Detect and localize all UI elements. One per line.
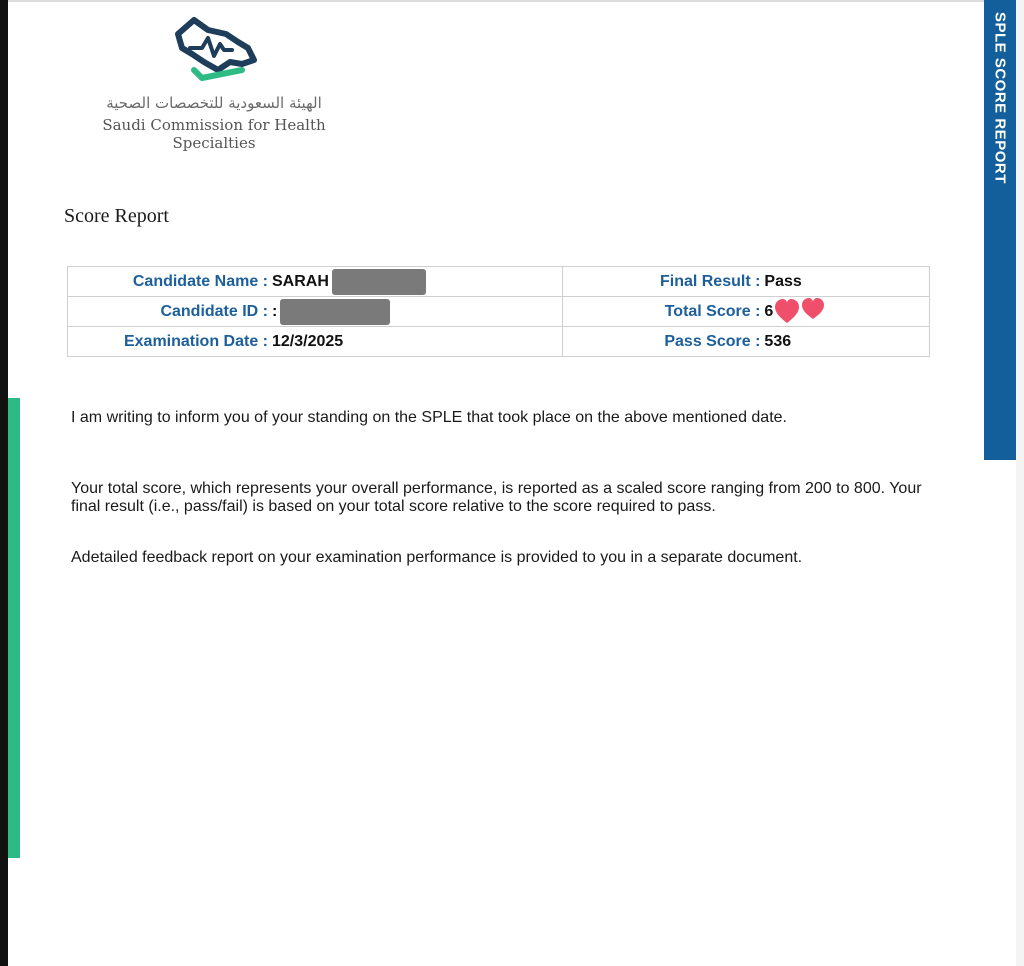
- total-score-value: 6: [764, 302, 774, 320]
- scoring-paragraph: Your total score, which represents your overall performance, is reported as a scaled score ranging from 200 to 800. Your final result (i.e., pass/fail) is based on your total score relative to the score required to pass.: [71, 480, 922, 515]
- pass-score-label: Pass Score :: [664, 332, 761, 350]
- organization-name-english: Saudi Commission for Health Specialties: [102, 116, 326, 152]
- table-row: [68, 297, 930, 327]
- examination-date-label: Examination Date :: [123, 332, 268, 350]
- side-banner-text: SPLE SCORE REPORT: [991, 12, 1009, 184]
- final-result-value: Pass: [764, 272, 802, 290]
- page-top-border: [8, 0, 984, 2]
- examination-date-cell: [68, 327, 563, 357]
- scfhs-logo-icon: [168, 12, 264, 92]
- redaction-block: [332, 269, 426, 295]
- examination-date-value: 12/3/2025: [272, 332, 344, 350]
- candidate-id-value: :: [272, 302, 278, 320]
- heart-emoji-icon: [775, 297, 827, 327]
- candidate-id-cell: [68, 297, 563, 327]
- organization-name-arabic: الهيئة السعودية للتخصصات الصحية: [106, 94, 322, 112]
- pass-score-value: 536: [764, 332, 792, 350]
- final-result-cell: [563, 267, 930, 297]
- table-row: [68, 327, 930, 357]
- candidate-name-value: SARAH: [272, 272, 329, 290]
- green-accent-bar: [8, 398, 20, 858]
- score-table: [67, 266, 930, 357]
- candidate-name-label: Candidate Name :: [132, 272, 268, 290]
- table-row: [68, 267, 930, 297]
- page-right-strip: [1016, 0, 1024, 966]
- total-score-cell: [563, 297, 930, 327]
- pass-score-cell: [563, 327, 930, 357]
- page-left-edge: [0, 0, 8, 966]
- redaction-block: [280, 299, 390, 325]
- final-result-label: Final Result :: [659, 272, 761, 290]
- candidate-id-label: Candidate ID :: [160, 302, 268, 320]
- total-score-label: Total Score :: [664, 302, 761, 320]
- side-banner: [984, 0, 1016, 460]
- feedback-paragraph: Adetailed feedback report on your examination performance is provided to you in a separate document.: [71, 549, 803, 566]
- report-title: Score Report: [64, 205, 169, 227]
- candidate-name-cell: [68, 267, 563, 297]
- intro-paragraph: I am writing to inform you of your standing on the SPLE that took place on the above mentioned date.: [71, 409, 787, 426]
